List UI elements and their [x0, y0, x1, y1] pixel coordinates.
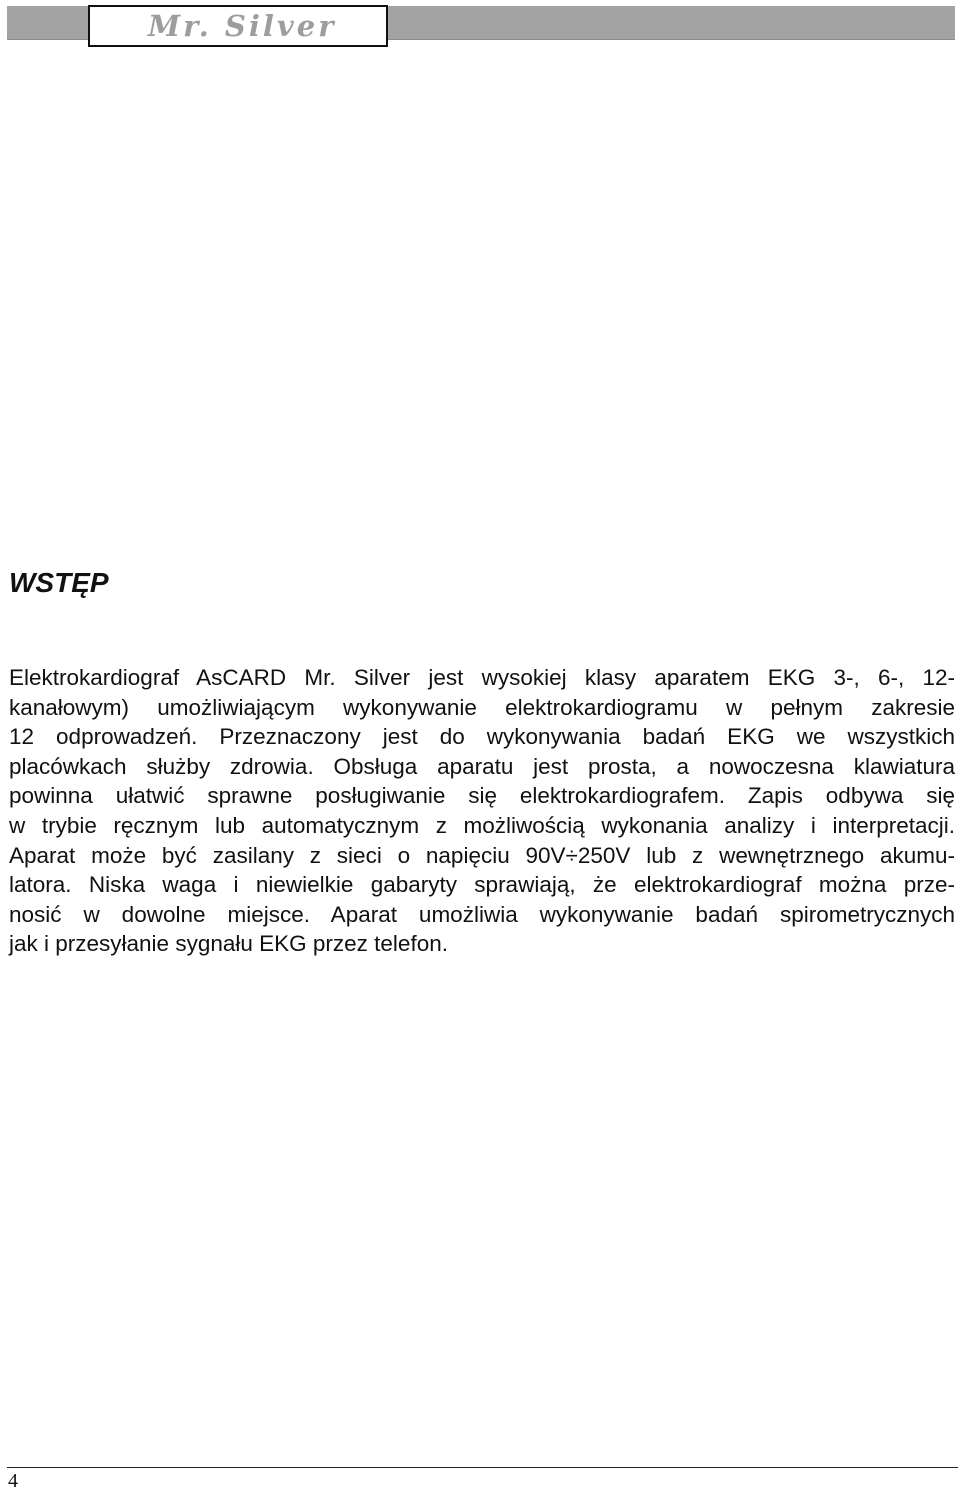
body-line: w trybie ręcznym lub automatycznym z możliwością wykonania analizy i interpretacji. — [9, 812, 955, 838]
body-line: latora. Niska waga i niewielkie gabaryty sprawiają, że elektrokardiograf można prze- — [9, 872, 955, 898]
body-line: Aparat może być zasilany z sieci o napięciu 90V÷250V lub z wewnętrznego akumu- — [9, 842, 955, 868]
footer-rule — [7, 1467, 958, 1468]
body-line: nosić w dowolne miejsce. Aparat umożliwia wykonywanie badań spirometrycznych — [9, 901, 955, 927]
body-line: powinna ułatwić sprawne posługiwanie się elektrokardiografem. Zapis odbywa się — [9, 783, 955, 809]
header-title: Mr. Silver — [148, 8, 337, 43]
body-paragraph — [9, 663, 955, 959]
section-heading: WSTĘP — [9, 567, 109, 598]
body-line: kanałowym) umożliwiającym wykonywanie elektrokardiogramu w pełnym zakresie — [9, 694, 955, 720]
body-line: Elektrokardiograf AsCARD Mr. Silver jest wysokiej klasy aparatem EKG 3-, 6-, 12- — [9, 665, 955, 690]
body-line: jak i przesyłanie sygnału EKG przez telefon. — [9, 931, 448, 957]
body-line: 12 odprowadzeń. Przeznaczony jest do wykonywania badań EKG we wszystkich — [9, 724, 955, 750]
header-title-box — [88, 5, 388, 47]
body-line: placówkach służby zdrowia. Obsługa aparatu jest prosta, a nowoczesna klawiatura — [9, 753, 955, 779]
page-number: 4 — [8, 1470, 18, 1492]
